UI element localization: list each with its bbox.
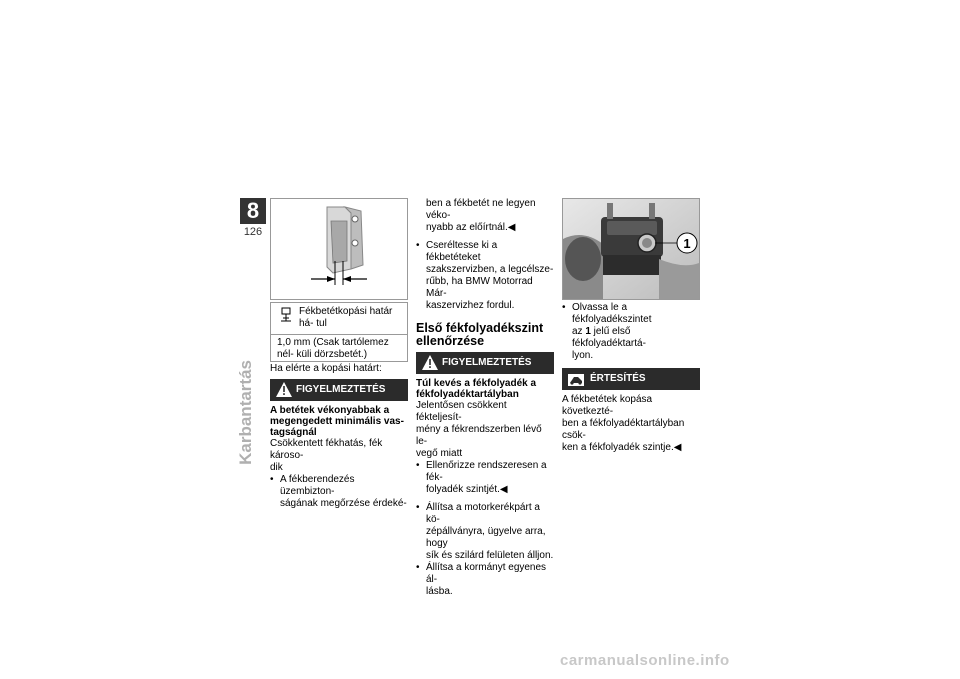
list-item: • Olvassa le a fékfolyadékszintet: [562, 302, 700, 326]
warning-text: dik: [270, 462, 283, 473]
list-item: • Cseréltesse ki a fékbetéteket: [416, 240, 554, 264]
warning-title: A betétek vékonyabbak a: [270, 405, 390, 416]
list-item-cont: az 1 jelű első fékfolyadéktartá-: [572, 326, 646, 349]
list-item-cont: kaszervizhez fordul.: [426, 300, 515, 311]
warning-triangle-icon: [276, 382, 292, 406]
lead-text: Ha elérte a kopási határt:: [270, 363, 382, 374]
warning-title: tagságnál: [270, 427, 317, 438]
warning-title: megengedett minimális vas-: [270, 416, 404, 427]
callout-number: 1: [683, 236, 691, 251]
warning-title: Túl kevés a fékfolyadék a: [416, 378, 537, 389]
brake-pad-figure: [270, 198, 408, 300]
spec-label: Fékbetétkopási határ há- tul: [299, 306, 393, 329]
list-item: • A fékberendezés üzembizton-: [270, 474, 408, 498]
warning-label: FIGYELMEZTETÉS: [442, 357, 532, 368]
list-item-cont: sík és szilárd felületen álljon.: [426, 550, 554, 561]
motorcycle-tool-icon: [568, 373, 584, 395]
col1-text: [270, 363, 408, 510]
list-item-cont: ságának megőrzése érdeké-: [280, 498, 407, 509]
list-item-cont: szakszervizben, a legcélsze-: [426, 264, 554, 275]
warning-triangle-icon: [422, 355, 438, 379]
list-item: • Állítsa a kormányt egyenes ál-: [416, 562, 554, 586]
brake-reservoir-photo: [562, 198, 700, 300]
wear-limit-spec-box: [270, 302, 408, 362]
spec-icon: [279, 307, 293, 330]
warning-text: vegő miatt: [416, 448, 463, 459]
warning-text: mény a fékrendszerben lévő le-: [416, 424, 542, 447]
list-item-cont: zépállványra, ügyelve arra, hogy: [426, 526, 546, 549]
warning-bar: [416, 352, 554, 374]
note-bar: [562, 368, 700, 390]
warning-text: Csökkentett fékhatás, fék károso-: [270, 438, 383, 461]
warning-label: FIGYELMEZTETÉS: [296, 384, 386, 395]
list-item: • Ellenőrizze rendszeresen a fék-: [416, 460, 554, 484]
list-item-cont: ben a fékbetét ne legyen véko-: [426, 198, 536, 221]
warning-text: Jelentősen csökkent fékteljesít-: [416, 400, 507, 423]
col2-text: [416, 198, 554, 598]
list-item: • Állítsa a motorkerékpárt a kö-: [416, 502, 554, 526]
warning-bar: [270, 379, 408, 401]
chapter-side-title: Karbantartás: [236, 360, 255, 465]
list-item-cont: nyabb az előírtnál.◀: [426, 222, 516, 233]
note-text: ken a fékfolyadék szintje.◀: [562, 442, 682, 453]
col3-text: [562, 302, 700, 454]
warning-title: fékfolyadéktartályban: [416, 389, 519, 400]
spec-value: 1,0 mm (Csak tartólemez nél- küli dörzsbetét.): [277, 337, 389, 360]
list-item-cont: lásba.: [426, 586, 453, 597]
section-heading: Első fékfolyadékszint: [416, 321, 544, 335]
reservoir-illustration: [563, 199, 699, 299]
note-text: ben a fékfolyadéktartályban csök-: [562, 418, 685, 441]
page-number: 126: [243, 226, 263, 238]
section-heading: ellenőrzése: [416, 334, 485, 348]
chapter-number: 8: [240, 198, 266, 224]
watermark: carmanualsonline.info: [560, 652, 730, 669]
list-item-cont: lyon.: [572, 350, 594, 361]
list-item-cont: rűbb, ha BMW Motorrad Már-: [426, 276, 533, 299]
note-label: ÉRTESÍTÉS: [590, 373, 646, 384]
brake-pad-illustration: [271, 199, 407, 299]
list-item-cont: folyadék szintjét.◀: [426, 484, 508, 495]
note-text: A fékbetétek kopása következté-: [562, 394, 653, 417]
